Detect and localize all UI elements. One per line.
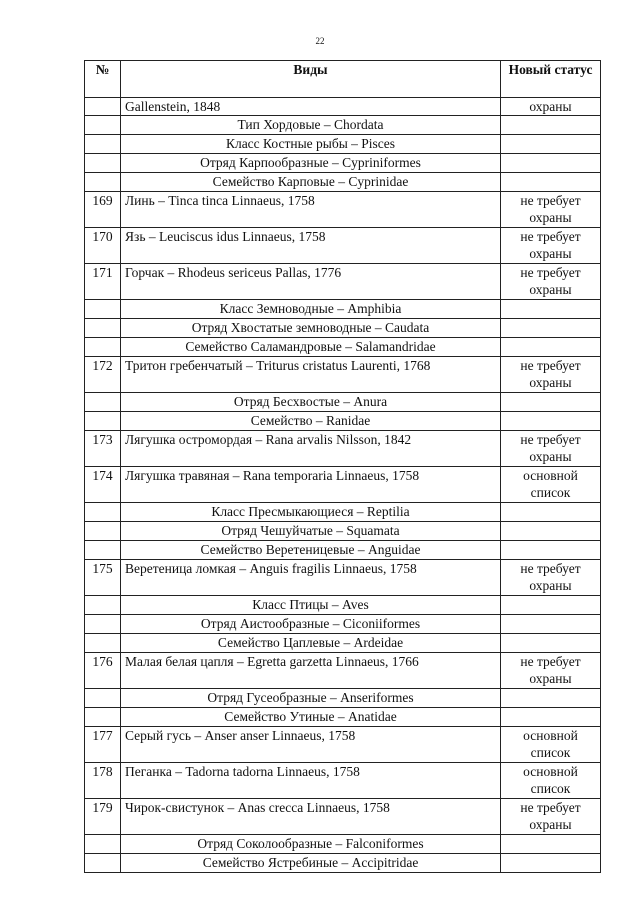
species-number: 173 [85, 431, 121, 467]
species-status: не требует охраны [501, 264, 601, 300]
table-header-row [85, 61, 601, 98]
status-cell [501, 154, 601, 173]
number-cell [85, 689, 121, 708]
taxon-group-label: Отряд Соколообразные – Falconiformes [121, 835, 501, 854]
number-cell [85, 835, 121, 854]
status-cell [501, 135, 601, 154]
status-cell [501, 300, 601, 319]
taxon-group-label: Отряд Хвостатые земноводные – Caudata [121, 319, 501, 338]
status-cell [501, 412, 601, 431]
status-cell [501, 615, 601, 634]
number-cell [85, 541, 121, 560]
taxon-group-row [85, 412, 601, 431]
taxon-group-row [85, 135, 601, 154]
taxon-group-row [85, 835, 601, 854]
taxon-group-row [85, 615, 601, 634]
taxon-group-row [85, 634, 601, 653]
species-row [85, 467, 601, 503]
number-cell [85, 116, 121, 135]
number-cell [85, 412, 121, 431]
taxon-group-row [85, 393, 601, 412]
species-name: Горчак – Rhodeus sericeus Pallas, 1776 [121, 264, 501, 300]
taxon-group-row [85, 173, 601, 192]
taxon-group-label: Отряд Чешуйчатые – Squamata [121, 522, 501, 541]
status-cell [501, 596, 601, 615]
species-status: не требует охраны [501, 192, 601, 228]
status-cell [501, 522, 601, 541]
taxon-group-label: Отряд Аистообразные – Ciconiiformes [121, 615, 501, 634]
taxon-group-row [85, 689, 601, 708]
species-status: не требует охраны [501, 357, 601, 393]
taxon-group-row [85, 541, 601, 560]
species-row [85, 431, 601, 467]
species-name: Пеганка – Tadorna tadorna Linnaeus, 1758 [121, 763, 501, 799]
taxon-group-label: Класс Птицы – Aves [121, 596, 501, 615]
species-number: 169 [85, 192, 121, 228]
header-species: Виды [121, 61, 501, 98]
status-cell [501, 541, 601, 560]
header-status: Новый статус [501, 61, 601, 98]
species-row [85, 560, 601, 596]
species-name: Малая белая цапля – Egretta garzetta Linnaeus, 1766 [121, 653, 501, 689]
number-cell [85, 634, 121, 653]
species-status: не требует охраны [501, 431, 601, 467]
taxon-group-row [85, 708, 601, 727]
number-cell [85, 708, 121, 727]
species-status: основной список [501, 763, 601, 799]
number-cell [85, 135, 121, 154]
number-cell [85, 338, 121, 357]
number-cell [85, 319, 121, 338]
species-table [84, 60, 601, 873]
species-status: не требует охраны [501, 653, 601, 689]
number-cell [85, 854, 121, 873]
taxon-group-row [85, 338, 601, 357]
species-row [85, 264, 601, 300]
species-status: не требует охраны [501, 560, 601, 596]
species-name: Тритон гребенчатый – Triturus cristatus Laurenti, 1768 [121, 357, 501, 393]
taxon-group-label: Семейство Саламандровые – Salamandridae [121, 338, 501, 357]
status-cell [501, 708, 601, 727]
taxon-group-row [85, 522, 601, 541]
taxon-group-row [85, 503, 601, 522]
status-cell [501, 338, 601, 357]
species-status: не требует охраны [501, 799, 601, 835]
number-cell [85, 173, 121, 192]
status-cell [501, 503, 601, 522]
species-status: охраны [501, 98, 601, 116]
species-number: 174 [85, 467, 121, 503]
taxon-group-label: Семейство Ястребиные – Accipitridae [121, 854, 501, 873]
taxon-group-label: Семейство Веретеницевые – Anguidae [121, 541, 501, 560]
number-cell [85, 615, 121, 634]
species-status: основной список [501, 727, 601, 763]
species-number: 170 [85, 228, 121, 264]
species-name: Gallenstein, 1848 [121, 98, 501, 116]
taxon-group-label: Класс Земноводные – Amphibia [121, 300, 501, 319]
number-cell [85, 300, 121, 319]
taxon-group-row [85, 596, 601, 615]
species-name: Чирок-свистунок – Anas crecca Linnaeus, 1758 [121, 799, 501, 835]
species-name: Лягушка остромордая – Rana arvalis Nilsson, 1842 [121, 431, 501, 467]
taxon-group-label: Семейство – Ranidae [121, 412, 501, 431]
species-number: 179 [85, 799, 121, 835]
species-row [85, 799, 601, 835]
taxon-group-row [85, 116, 601, 135]
taxon-group-row [85, 300, 601, 319]
taxon-group-row [85, 854, 601, 873]
species-row [85, 727, 601, 763]
species-number: 176 [85, 653, 121, 689]
species-number: 172 [85, 357, 121, 393]
species-name: Лягушка травяная – Rana temporaria Linnaeus, 1758 [121, 467, 501, 503]
species-row [85, 228, 601, 264]
species-number: 171 [85, 264, 121, 300]
taxon-group-label: Отряд Гусеобразные – Anseriformes [121, 689, 501, 708]
species-row [85, 98, 601, 116]
species-number: 175 [85, 560, 121, 596]
species-row [85, 192, 601, 228]
number-cell [85, 154, 121, 173]
species-name: Серый гусь – Anser anser Linnaeus, 1758 [121, 727, 501, 763]
species-row [85, 653, 601, 689]
header-number: № [85, 61, 121, 98]
status-cell [501, 393, 601, 412]
species-status: основной список [501, 467, 601, 503]
species-row [85, 357, 601, 393]
page-number: 22 [315, 36, 325, 46]
taxon-group-label: Семейство Утиные – Anatidae [121, 708, 501, 727]
status-cell [501, 854, 601, 873]
taxon-group-label: Отряд Бесхвостые – Anura [121, 393, 501, 412]
taxon-group-label: Тип Хордовые – Chordata [121, 116, 501, 135]
number-cell [85, 596, 121, 615]
species-row [85, 763, 601, 799]
status-cell [501, 689, 601, 708]
taxon-group-row [85, 154, 601, 173]
species-status: не требует охраны [501, 228, 601, 264]
number-cell [85, 503, 121, 522]
species-number: 178 [85, 763, 121, 799]
status-cell [501, 319, 601, 338]
status-cell [501, 116, 601, 135]
status-cell [501, 634, 601, 653]
status-cell [501, 173, 601, 192]
species-name: Линь – Tinca tinca Linnaeus, 1758 [121, 192, 501, 228]
taxon-group-row [85, 319, 601, 338]
taxon-group-label: Класс Костные рыбы – Pisces [121, 135, 501, 154]
number-cell [85, 393, 121, 412]
taxon-group-label: Класс Пресмыкающиеся – Reptilia [121, 503, 501, 522]
taxon-group-label: Семейство Карповые – Cyprinidae [121, 173, 501, 192]
taxon-group-label: Семейство Цаплевые – Ardeidae [121, 634, 501, 653]
species-number [85, 98, 121, 116]
table-body [85, 98, 601, 873]
taxon-group-label: Отряд Карпообразные – Cypriniformes [121, 154, 501, 173]
species-name: Язь – Leuciscus idus Linnaeus, 1758 [121, 228, 501, 264]
number-cell [85, 522, 121, 541]
species-name: Веретеница ломкая – Anguis fragilis Linnaeus, 1758 [121, 560, 501, 596]
status-cell [501, 835, 601, 854]
species-number: 177 [85, 727, 121, 763]
